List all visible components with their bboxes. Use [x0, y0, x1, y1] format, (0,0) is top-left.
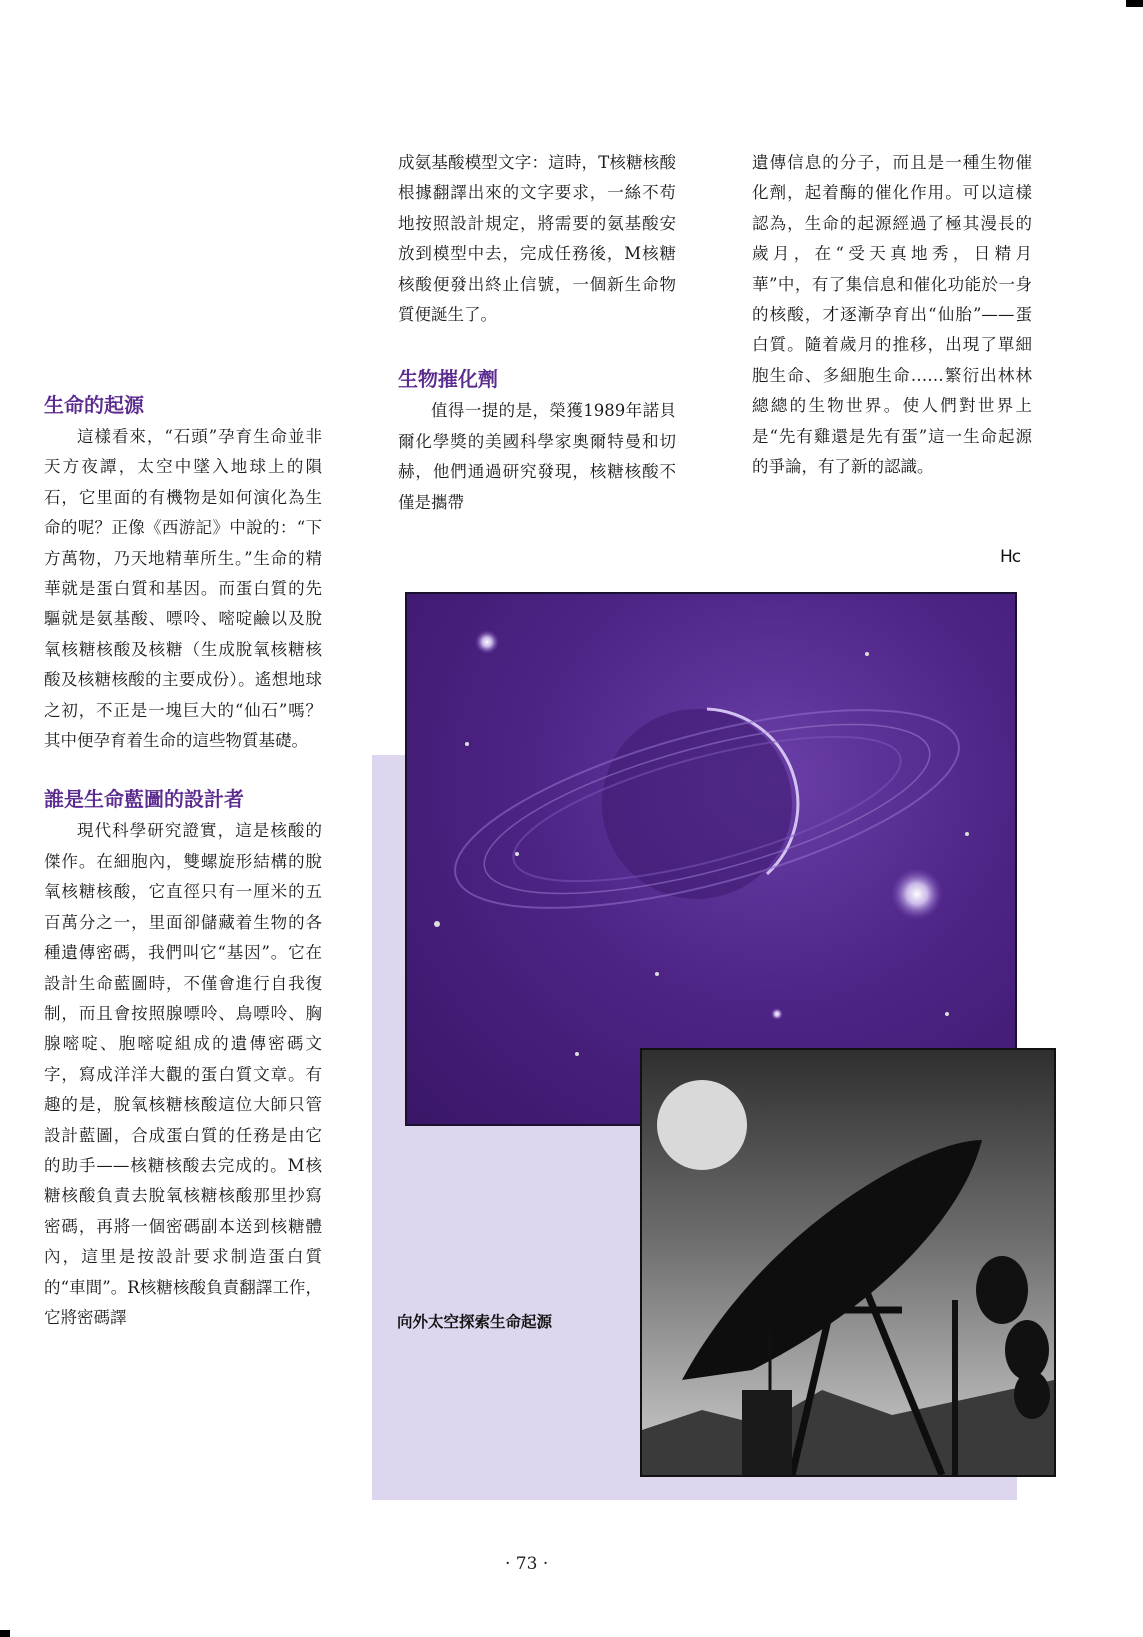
section-heading-origin: 生命的起源: [44, 393, 144, 417]
page-number: · 73 ·: [505, 1554, 549, 1574]
radio-telescope-photo: [640, 1048, 1056, 1477]
paragraph-right: 遺傳信息的分子，而且是一種生物催化劑，起着酶的催化作用。可以這樣認為，生命的起源經過了極其漫長的歲月，在“受天真地秀，日精月華”中，有了集信息和催化功能於一身的核酸，才逐漸孕育出“仙胎”——蛋白質。隨着歲月的推移，出現了單細胞生命、多細胞生命……繁衍出林林總總的生物世界。使人們對世界上是“先有雞還是先有蛋”這一生命起源的爭論，有了新的認識。: [752, 153, 1032, 477]
space-illustration: [405, 592, 1017, 1126]
paragraph-designer: 現代科學研究證實，這是核酸的傑作。在細胞內，雙螺旋形結構的脫氧核糖核酸，它直徑只有一厘米的五百萬分之一，里面卻儲藏着生物的各種遺傳密碼，我們叫它“基因”。它在設計生命藍圖時，不僅會進行自我復制，而且會按照腺嘌呤、鳥嘌呤、胸腺嘧啶、胞嘧啶組成的遺傳密碼文字，寫成洋洋大觀的蛋白質文章。有趣的是，脫氧核糖核酸這位大師只管設計藍圖，合成蛋白質的任務是由它的助手——核糖核酸去完成的。M核糖核酸負責去脫氧核糖核酸那里抄寫密碼，再將一個密碼副本送到核糖體內，這里是按設計要求制造蛋白質的“車間”。R核糖核酸負責翻譯工作，它將密碼譯: [44, 821, 322, 1327]
column-left: [44, 390, 322, 1333]
paragraph-origin: 這樣看來，“石頭”孕育生命並非天方夜譚，太空中墜入地球上的隕石，它里面的有機物是如何演化為生命的呢？正像《西游記》中說的：“下方萬物，乃天地精華所生。”生命的精華就是蛋白質和基因。而蛋白質的先驅就是氨基酸、嘌呤、嘧啶鹼以及脫氧核糖核酸及核糖（生成脫氧核糖核酸及核糖核酸的主要成份）。遙想地球之初，不正是一塊巨大的“仙石”嗎？其中便孕育着生命的這些物質基礎。: [44, 427, 322, 751]
scan-edge-mark-top: [1126, 0, 1143, 7]
section-heading-biocatalyst: 生物摧化劑: [398, 367, 498, 392]
paragraph-continued: 成氨基酸模型文字：這時，T核糖核酸根據翻譯出來的文字要求，一絲不苟地按照設計規定，將需要的氨基酸安放到模型中去，完成任務後，M核糖核酸便發出終止信號，一個新生命物質便誕生了。: [398, 153, 676, 325]
column-middle: [398, 148, 676, 518]
radio-dish-graphic: [642, 1050, 1054, 1475]
planet-rings-graphic: [407, 594, 1015, 1124]
section-heading-designer: 誰是生命藍圖的設計者: [44, 787, 244, 812]
scan-edge-mark-bottom: [0, 1630, 10, 1637]
paragraph-biocatalyst: 值得一提的是，榮獲1989年諾貝爾化學獎的美國科學家奧爾特曼和切赫，他們通過研究發現，核糖核酸不僅是攜帶: [398, 401, 676, 512]
column-right: [752, 148, 1032, 482]
author-logo: Hc: [1000, 547, 1021, 567]
figure-caption: 向外太空探索生命起源: [397, 1313, 553, 1331]
